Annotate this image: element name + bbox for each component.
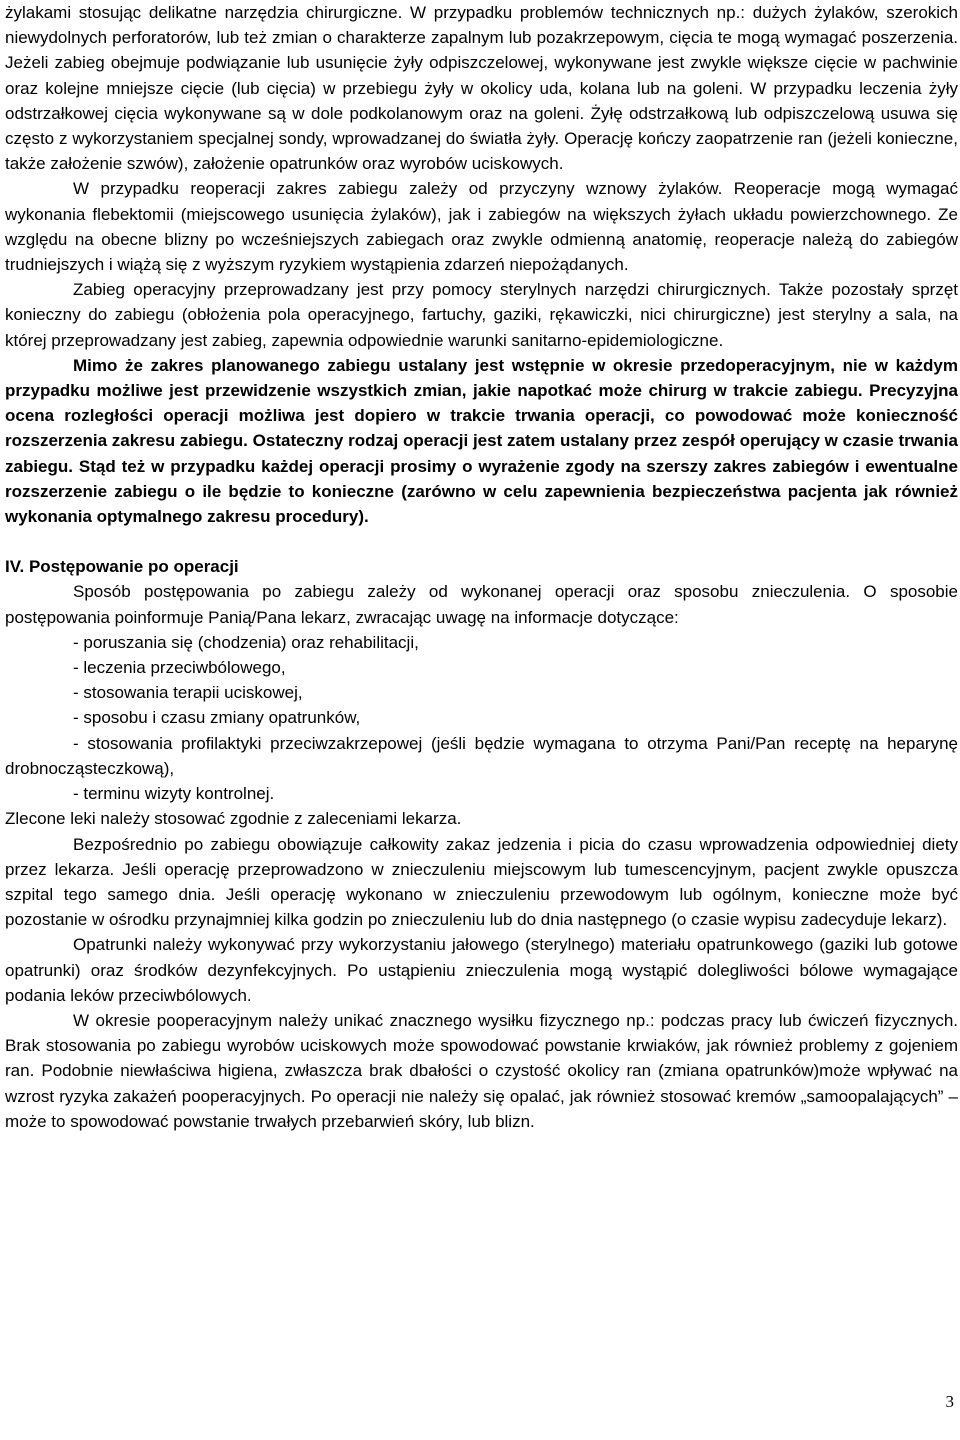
list-item: - leczenia przeciwbólowego, bbox=[73, 658, 286, 678]
paragraph-fasting-discharge: Bezpośrednio po zabiegu obowiązuje całkowity zakaz jedzenia i picia do czasu wprowadzenia odpowiedniej diety przez lekarza. Jeśli operację przeprowadzono w znieczuleniu miejscowym lub tumescencyjnym, pacjent zwykle opuszcza szpital tego samego dnia. Jeśli operację wykonano w znieczuleniu przewodowym lub ogólnym, konieczne może być pozostanie w ośrodku przynajmniej kilka godzin po znieczuleniu lub do dnia następnego (o czasie wypisu zadecyduje lekarz). bbox=[5, 834, 958, 930]
paragraph-reoperation: W przypadku reoperacji zakres zabiegu zależy od przyczyny wznowy żylaków. Reoperacje mogą wymagać wykonania flebektomii (miejscowego usunięcia żylaków), jak i zabiegów na większych żyłach układu powierzchownego. Ze względu na obecne blizny po wcześniejszych zabiegach oraz zwykle odmienną anatomię, reoperacje należą do zabiegów trudniejszych i wiążą się z wyższym ryzykiem wystąpienia zdarzeń niepożądanych. bbox=[5, 179, 958, 275]
list-item: - stosowania terapii uciskowej, bbox=[73, 683, 303, 703]
list-item: - sposobu i czasu zmiany opatrunków, bbox=[73, 708, 361, 728]
list-item: - poruszania się (chodzenia) oraz rehabilitacji, bbox=[73, 632, 419, 652]
paragraph-activity-hygiene: W okresie pooperacyjnym należy unikać znacznego wysiłku fizycznego np.: podczas pracy lub ćwiczeń fizycznych. Brak stosowania po zabiegu wyrobów uciskowych może spowodować powstanie krwiaków, jak również problemy z gojeniem ran. Podobnie niewłaściwa higiena, zwłaszcza brak dbałości o czystość okolicy ran (zmiana opatrunków)może wpływać na wzrost ryzyka zakażeń pooperacyjnych. Po operacji nie należy się opalać, jak również stosować kremów „samoopalających” – może to spowodować powstanie trwałych przebarwień skóry, lub blizn. bbox=[5, 1010, 958, 1131]
section-spacer bbox=[5, 529, 958, 554]
list-item: - terminu wizyty kontrolnej. bbox=[73, 784, 275, 804]
paragraph-varicose-surgery-technique: żylakami stosując delikatne narzędzia chirurgiczne. W przypadku problemów technicznych np.: dużych żylaków, szerokich niewydolnych perforatorów, lub też zmian o charakterze zapalnym lub pozakrzepowym, cięcia te mogą wymagać poszerzenia. Jeżeli zabieg obejmuje podwiązanie lub usunięcie żyły odpiszczelowej, wykonywane jest zwykle większe cięcie w pachwinie oraz kolejne mniejsze cięcie (lub cięcia) w przebiegu żyły w okolicy uda, kolana lub na goleni. W przypadku leczenia żyły odstrzałkowej cięcia wykonywane są w dole podkolanowym oraz na goleni. Żyłę odstrzałkową lub odpiszczelową usuwa się często z wykorzystaniem specjalnej sondy, wprowadzanej do światła żyły. Operację kończy zaopatrzenie ran (jeżeli konieczne, także założenie szwów), założenie opatrunków oraz wyrobów uciskowych. bbox=[5, 3, 958, 174]
paragraph-post-op-intro: Sposób postępowania po zabiegu zależy od wykonanej operacji oraz sposobu znieczulenia. O sposobie postępowania poinformuje Panią/Pana lekarz, zwracając uwagę na informacje dotyczące: bbox=[5, 582, 958, 627]
document-page bbox=[5, 0, 958, 1134]
paragraph-sterile-equipment: Zabieg operacyjny przeprowadzany jest przy pomocy sterylnych narzędzi chirurgicznych. Także pozostały sprzęt konieczny do zabiegu (obłożenia pola operacyjnego, fartuchy, gaziki, rękawiczki, nici chirurgiczne) jest sterylny a sala, na której przeprowadzany jest zabieg, zapewnia odpowiednie warunki sanitarno-epidemiologiczne. bbox=[5, 280, 958, 350]
page-number: 3 bbox=[945, 1392, 954, 1411]
paragraph-dressings: Opatrunki należy wykonywać przy wykorzystaniu jałowego (sterylnego) materiału opatrunkowego (gaziki lub gotowe opatrunki) oraz środków dezynfekcyjnych. Po ustąpieniu znieczulenia mogą wystąpić dolegliwości bólowe wymagające podania leków przeciwbólowych. bbox=[5, 935, 958, 1005]
post-op-info-list bbox=[5, 630, 958, 806]
list-item: - stosowania profilaktyki przeciwzakrzepowej (jeśli będzie wymagana to otrzyma Pani/Pan receptę na heparynę drobnocząsteczkową), bbox=[5, 733, 958, 778]
paragraph-medications: Zlecone leki należy stosować zgodnie z zaleceniami lekarza. bbox=[5, 809, 462, 829]
paragraph-consent-extension: Mimo że zakres planowanego zabiegu ustalany jest wstępnie w okresie przedoperacyjnym, nie w każdym przypadku możliwe jest przewidzenie wszystkich zmian, jakie napotkać może chirurg w trakcie zabiegu. Precyzyjna ocena rozległości operacji możliwa jest dopiero w trakcie trwania operacji, co powodować może konieczność rozszerzenia zakresu zabiegu. Ostateczny rodzaj operacji jest zatem ustalany przez zespół operujący w czasie trwania zabiegu. Stąd też w przypadku każdej operacji prosimy o wyrażenie zgody na szerszy zakres zabiegów i ewentualne rozszerzenie zabiegu o ile będzie to konieczne (zarówno w celu zapewnienia bezpieczeństwa pacjenta jak również wykonania optymalnego zakresu procedury). bbox=[5, 355, 958, 527]
section-heading: IV. Postępowanie po operacji bbox=[5, 557, 239, 577]
